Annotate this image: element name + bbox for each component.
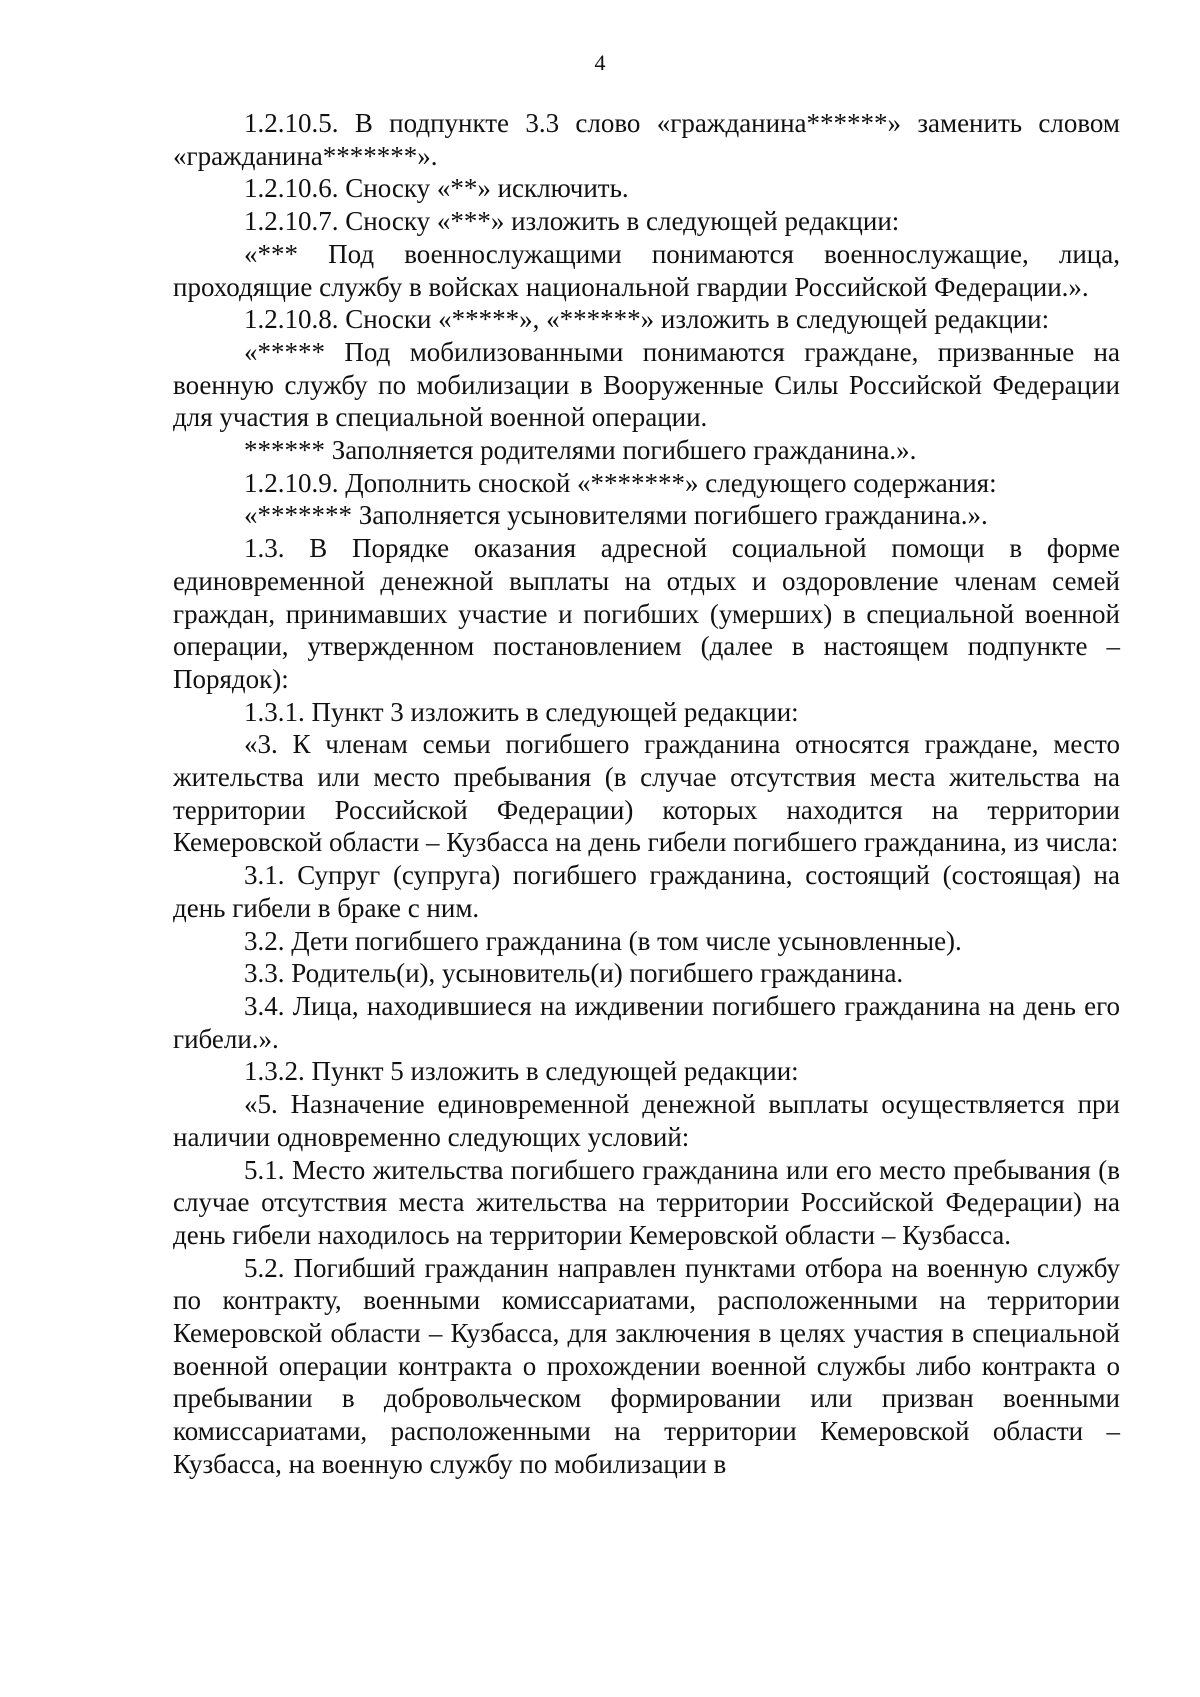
paragraph: «5. Назначение единовременной денежной выплаты осуществляется при наличии одновременно следующих условий: <box>173 1089 1120 1152</box>
paragraph: «***** Под мобилизованными понимаются граждане, призванные на военную службу по мобилизации в Вооруженные Силы Российской Федерации для участия в специальной военной операции. <box>173 336 1120 433</box>
paragraph: 1.3.2. Пункт 5 изложить в следующей редакции: <box>244 1056 799 1087</box>
paragraph: 5.1. Место жительства погибшего гражданина или его место пребывания (в случае отсутствия места жительства на территории Российской Федерации) на день гибели находилось на территории Кемеровской области – Кузбасса. <box>173 1154 1120 1250</box>
paragraph: 1.2.10.7. Сноску «***» изложить в следующей редакции: <box>244 206 900 237</box>
paragraph: «3. К членам семьи погибшего гражданина относятся граждане, место жительства или место пребывания (в случае отсутствия места жительства на территории Российской Федерации) которых находится на территории Кемеровской области – Кузбасса на день гибели погибшего гражданина, из числа: <box>173 729 1120 858</box>
paragraph: 3.3. Родитель(и), усыновитель(и) погибшего гражданина. <box>244 958 904 989</box>
paragraph: 3.2. Дети погибшего гражданина (в том числе усыновленные). <box>244 925 962 956</box>
paragraph: 1.2.10.8. Сноски «*****», «******» изложить в следующей редакции: <box>244 304 1050 335</box>
paragraph: ****** Заполняется родителями погибшего гражданина.». <box>244 435 917 466</box>
paragraph: 5.2. Погибший гражданин направлен пунктами отбора на военную службу по контракту, военными комиссариатами, расположенными на территории Кемеровской области – Кузбасса, для заключения в целях участия в специальной военной операции контракта о прохождении военной службы либо контракта о пребывании в добровольческом формировании или призван военными комиссариатами, расположенными на территории Кемеровской области – Кузбасса, на военную службу по мобилизации в <box>173 1252 1120 1479</box>
paragraph: 1.2.10.6. Сноску «**» исключить. <box>244 173 629 204</box>
paragraph: 3.4. Лица, находившиеся на иждивении погибшего гражданина на день его гибели.». <box>173 990 1120 1054</box>
paragraph: 1.3.1. Пункт 3 изложить в следующей редакции: <box>244 696 799 727</box>
document-body <box>173 107 1120 1481</box>
page-number: 4 <box>594 50 606 75</box>
paragraph: 1.2.10.9. Дополнить сноской «*******» следующего содержания: <box>244 467 997 498</box>
paragraph: «*** Под военнослужащими понимаются военнослужащие, лица, проходящие службу в войсках национальной гвардии Российской Федерации.». <box>173 238 1120 302</box>
paragraph: «******* Заполняется усыновителями погибшего гражданина.». <box>244 500 988 531</box>
paragraph: 3.1. Супруг (супруга) погибшего гражданина, состоящий (состоящая) на день гибели в браке с ним. <box>173 860 1120 923</box>
paragraph: 1.3. В Порядке оказания адресной социальной помощи в форме единовременной денежной выплаты на отдых и оздоровление членам семей граждан, принимавших участие и погибших (умерших) в специальной военной операции, утвержденном постановлением (далее в настоящем подпункте – Порядок): <box>173 533 1120 694</box>
paragraph: 1.2.10.5. В подпункте 3.3 слово «гражданина******» заменить словом «гражданина*******». <box>173 108 1120 171</box>
